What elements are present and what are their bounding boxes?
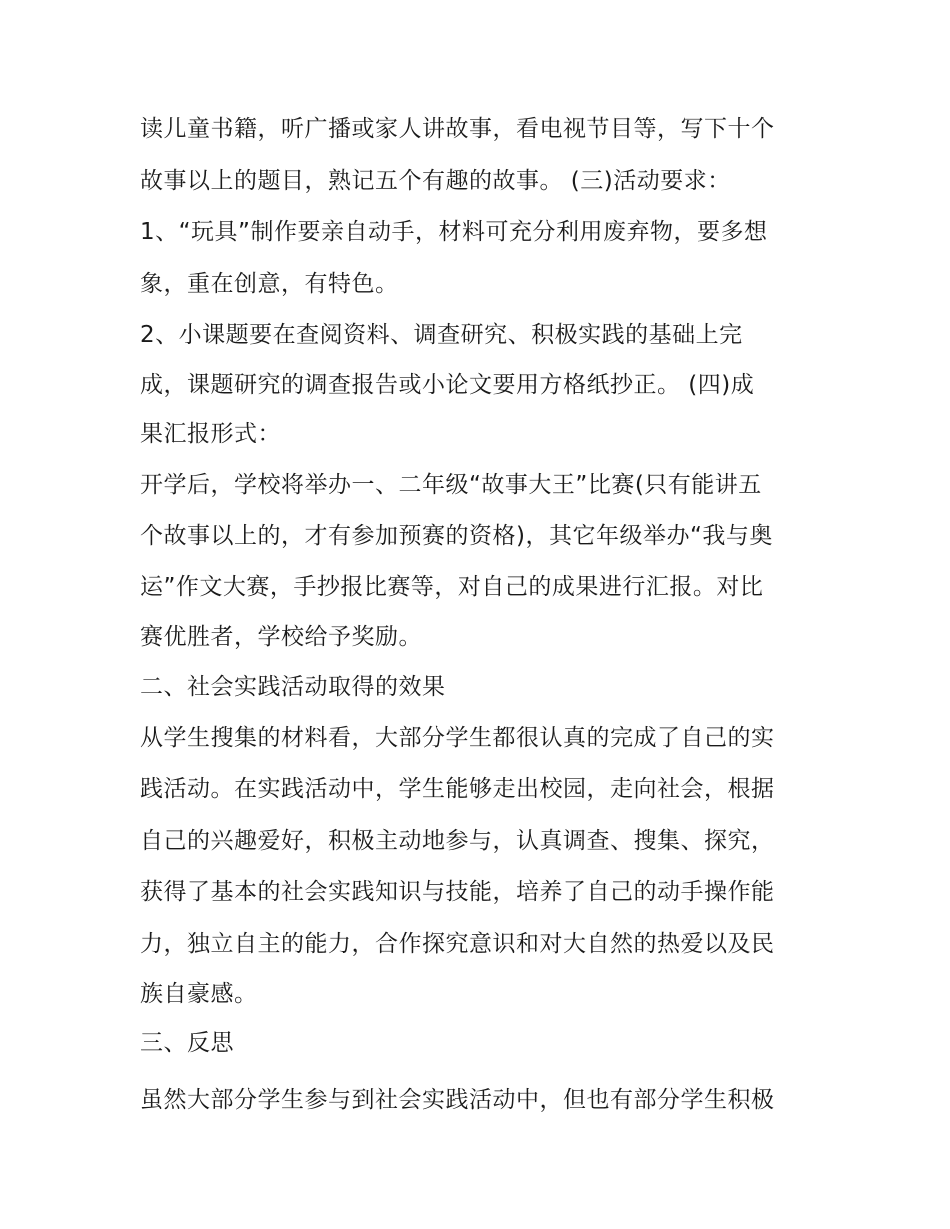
text-line-2: 故事以上的题目，熟记五个有趣的故事。 (三)活动要求： [140,168,731,194]
text-line-6: 成，课题研究的调查报告或小论文要用方格纸抄正。 (四)成 [140,372,755,398]
text-line-9: 个故事以上的，才有参加预赛的资格)，其它年级举办“我与奥 [140,523,773,549]
text-line-3: 1、“玩具”制作要亲自动手，材料可充分利用废弃物，要多想 [140,219,768,245]
text-line-5: 2、小课题要在查阅资料、调查研究、积极实践的基础上完 [140,322,743,348]
text-line-16: 获得了基本的社会实践知识与技能，培养了自己的动手操作能 [140,879,775,905]
section-heading-reflection: 三、反思 [140,1030,234,1056]
text-line-15: 自己的兴趣爱好，积极主动地参与，认真调查、搜集、探究， [140,828,775,854]
section-heading-effects: 二、社会实践活动取得的效果 [140,674,446,700]
text-line-17: 力，独立自主的能力，合作探究意识和对大自然的热爱以及民 [140,931,775,957]
text-line-11: 赛优胜者，学校给予奖励。 [140,624,422,650]
text-line-8: 开学后，学校将举办一、二年级“故事大王”比赛(只有能讲五 [140,472,762,498]
text-line-20: 虽然大部分学生参与到社会实践活动中，但也有部分学生积极 [140,1087,775,1113]
text-line-4: 象，重在创意，有特色。 [140,271,399,297]
text-line-18: 族自豪感。 [140,981,258,1007]
text-line-13: 从学生搜集的材料看，大部分学生都很认真的完成了自己的实 [140,725,775,751]
text-line-1: 读儿童书籍，听广播或家人讲故事，看电视节目等，写下十个 [140,116,775,142]
text-line-7: 果汇报形式： [140,421,281,447]
text-line-10: 运”作文大赛，手抄报比赛等，对自己的成果进行汇报。对比 [140,574,764,600]
text-line-14: 践活动。在实践活动中，学生能够走出校园，走向社会，根据 [140,776,775,802]
